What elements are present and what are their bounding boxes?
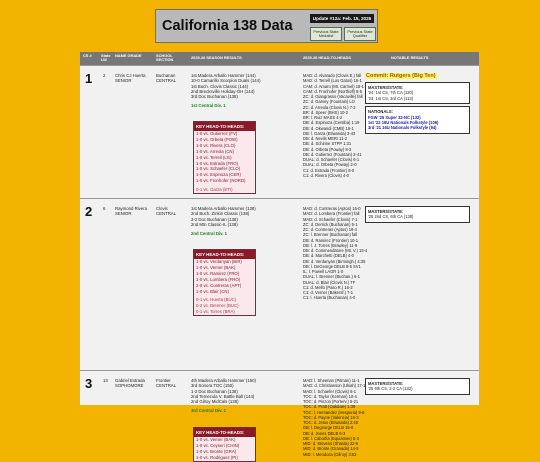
col-cs: CS #	[83, 53, 92, 58]
table-row	[80, 198, 479, 370]
division-result: 1st Central Div. 1	[191, 103, 226, 109]
season-results	[191, 73, 276, 109]
wrestler-info	[115, 73, 151, 84]
nationals-box	[365, 106, 470, 134]
h2h-item: 1-0 vs. Arreola (CN)	[196, 148, 234, 154]
key-head-to-heads-box	[193, 249, 256, 316]
box-line: '24: 1st CS, 7th CA (120)	[368, 90, 414, 96]
h2h-box-title: KEY HEAD-TO-HEADS:	[194, 428, 255, 437]
h2h-detail: DB: l. Garza (Etiwanda) 2-43	[303, 130, 356, 136]
h2h-item: 1-0 vs. Verner (BAK)	[196, 437, 236, 442]
wrestler-name: Chris CJ Huerta	[115, 73, 146, 78]
h2h-detail: DB: l. Degeorge DELB 15-0	[303, 425, 354, 431]
last-week-rank: 2	[103, 73, 106, 78]
section-name: CENTRAL	[156, 383, 177, 389]
box-line: '23: 1st CS, 3rd CA (113)	[368, 95, 414, 101]
notable-results	[365, 378, 479, 397]
update-badge: Update #12a: Feb. 15, 2026	[310, 14, 374, 23]
notable-results	[365, 73, 479, 136]
h2h-detail: ZC: d. Derrick (Buchanan) 5-1	[303, 221, 358, 227]
wrestler-grade: SOPHOMORE	[115, 383, 144, 389]
col-school-section: SCHOOL SECTION	[156, 53, 174, 63]
h2h-detail: C1: d. Mello (Paso R.) 16-2	[303, 284, 353, 290]
school-info	[156, 73, 196, 84]
h2h-detail: DB: d. Ramirez (Frontier) 10-1	[303, 237, 359, 243]
col-head-to-heads: 2025-26 HEAD-TO-HEADS	[303, 55, 351, 60]
last-week-rank: 6	[103, 206, 106, 211]
h2h-box-title: KEY HEAD-TO-HEADS:	[194, 122, 255, 131]
h2h-detail: DUAL: l. Brenner (Buchan.) 6-1	[303, 274, 360, 280]
key-head-to-heads-box	[193, 427, 256, 462]
h2h-detail: DB: d. Nevils MERI 11-2	[303, 136, 348, 141]
result-item: 2nd Gilroy MidCals (138)	[191, 399, 239, 405]
table-row	[80, 370, 479, 460]
h2h-detail: ZC: d. Giangrasso (Vacaville) fall	[303, 94, 363, 99]
result-item: 3rd Sonora TOC (150)	[191, 383, 234, 389]
h2h-item: 1-0 vs. Espinoza (CER)	[196, 172, 241, 178]
h2h-detail: DB: d. Jones DELB 6-3	[303, 430, 346, 436]
wrestler-info	[115, 206, 151, 217]
previous-state-medalist-button[interactable]: Previous State Medalist	[310, 27, 342, 41]
school-info	[156, 206, 196, 217]
h2h-detail: MAD: d. Terrell (Los Gatos) 16-1	[303, 78, 362, 84]
h2h-detail: DUAL: d. Orbeta (Poway) 2-0	[303, 162, 357, 168]
result-item: 2nd Brecksville Holiday-OH (144)	[191, 88, 255, 94]
seed-number: 3	[85, 376, 93, 391]
wrestler-name: Gabriel Estrada	[115, 378, 145, 383]
box-title: MASTERS/STATE:	[368, 85, 404, 90]
school-name: Clovis	[156, 206, 168, 211]
result-item: 2nd Buch. Zinkin Classic (138)	[191, 211, 250, 217]
h2h-loss-item: 0-1 vs. Garza (ETI)	[196, 187, 233, 193]
h2h-loss-item: 0-1 vs. Torres (BRA)	[196, 309, 235, 315]
school-name: Frontier	[156, 378, 171, 383]
last-week-rank: 13	[103, 378, 108, 383]
h2h-item: 1-0 vs. Lombera (FRO)	[196, 276, 241, 282]
key-head-to-heads-box	[193, 121, 256, 194]
school-name: Buchanan	[156, 73, 176, 78]
box-title: MASTERS/STATE:	[368, 381, 404, 386]
previous-state-qualifier-button[interactable]: Previous State Qualifier	[344, 27, 376, 41]
seed-number: 2	[85, 204, 93, 219]
h2h-detail: ZC: d. Contreras (Aptos) 19-4	[303, 227, 357, 232]
h2h-detail: C1: d. Rivera (Clovis) 4-0	[303, 172, 349, 178]
masters-state-box	[365, 378, 470, 395]
season-results	[191, 206, 276, 236]
notable-results	[365, 206, 479, 225]
h2h-detail: C1: d. Estrada (Frontier) 8-0	[303, 167, 355, 173]
box-title: MASTERS/STATE:	[368, 209, 404, 214]
result-item: 1-2 Doc Buchanan (138)	[191, 388, 238, 394]
h2h-detail: DB: d. Gutierrez (Fountain) 2-41	[303, 151, 362, 157]
h2h-detail: ZC: d. Arreola (Clovis N.) 7-2	[303, 104, 356, 110]
school-info	[156, 378, 196, 389]
h2h-detail: C1: d. Verner (Bakersf.) 7-1	[303, 290, 354, 295]
h2h-item: 1-0 vs. Rivera (CLO)	[196, 142, 236, 148]
h2h-detail: DB: l. Caborfia (Equiamee) 5-3	[303, 435, 359, 441]
col-notable-results: NOTABLE RESULTS	[391, 55, 429, 60]
result-item: 3rd Doc Buchanan (138)	[191, 94, 238, 100]
result-item: 1st Madera Arballo Hammer (144)	[191, 73, 256, 78]
table-row	[80, 65, 479, 198]
h2h-detail: MID: d. Bronte (Granada) 14-5	[303, 446, 359, 452]
h2h-detail: MAD: d. Lombera (Frontier) fall	[303, 211, 360, 217]
h2h-detail: TOC: d. Taylor (Kerman) 10-4	[303, 393, 357, 399]
result-item: 2nd Temecula V. Battle Ball (144)	[191, 393, 255, 399]
division-result: 2nd Central Div. 1	[191, 231, 227, 237]
result-item: 1st Buch. Clovis Classic (144)	[191, 83, 249, 89]
header-panel	[155, 9, 378, 43]
h2h-item: 1-0 vs. Rodriguez (PI)	[196, 454, 238, 460]
h2h-detail: MAD: d. Christianson (Ukiah) 17-1	[303, 383, 366, 389]
box-line: '25 2nd CS, 6th CA (138)	[368, 214, 414, 220]
h2h-box-title: KEY HEAD-TO-HEADS:	[194, 250, 255, 259]
h2h-loss-item: 0-1 vs. Huerta (BUC)	[196, 297, 237, 303]
section-name: CENTRAL	[156, 211, 177, 217]
wrestler-grade: SENIOR	[115, 78, 132, 84]
h2h-detail: DB: d. Orbeta (Poway) 8-3	[303, 146, 352, 152]
h2h-detail: TOC: d. Jetus (Etiwanda) 2:48	[303, 420, 358, 425]
h2h-detail: C1: l. Huerta (Buchanan) 4-0	[303, 295, 356, 301]
result-item: 3-2 Doc Buchanan (138)	[191, 216, 238, 222]
h2h-detail: DB: d. Verdanyan (Birmingh.) 4:35	[303, 258, 366, 264]
masters-state-box	[365, 82, 470, 104]
h2h-detail: MAD: l. Sheenan (Pitman) 11-1	[303, 378, 360, 383]
result-item: 2nd Mtn Classic-IL (138)	[191, 221, 238, 227]
page-title: California 138 Data	[162, 18, 293, 34]
h2h-detail: DB: d. Schirine STPP 1:31	[303, 141, 352, 147]
h2h-item: 1-0 vs. Ceyseri (CHIN)	[196, 442, 240, 448]
h2h-detail: MAD: d. Contreras (Aptos) 16-0	[303, 206, 361, 211]
h2h-item: 1-0 vs. Verdanyan (BIR)	[196, 259, 242, 264]
h2h-detail: TOC: d. Pinzon (Porterv.) 5-21	[303, 399, 359, 404]
box-line: 1st '22 16U Nationals Folkstyle (106)	[368, 120, 439, 126]
h2h-detail: ZC: l. Brenner (Buchanan) fall	[303, 232, 358, 238]
h2h-detail: CAM: d. Fronhofer (Northoff) 8-5	[303, 88, 363, 94]
h2h-detail: MID: l. Mendoza (Gilroy) 3:53	[303, 451, 357, 457]
rankings-table	[80, 52, 479, 460]
h2h-item: 1-0 vs. Bronte (GRA)	[196, 448, 237, 454]
h2h-item: 1-0 vs. Blair (CN)	[196, 288, 229, 294]
table-header	[80, 52, 479, 65]
h2h-item: 1-0 vs. Fronhofer (NORD)	[196, 178, 246, 184]
col-state-lw: State LW	[101, 53, 111, 63]
wrestler-grade: SENIOR	[115, 211, 132, 217]
h2h-item: 1-0 vs. Verner (BAK)	[196, 264, 236, 270]
h2h-item: 1-0 vs. Orbeta (POW)	[196, 136, 238, 142]
h2h-detail: DB: l. DeGeorge DELB 8-5 SV1	[303, 263, 361, 269]
result-item: 10-0 Camarillo Scorpion Duals (144)	[191, 78, 261, 84]
h2h-item: 1-0 vs. Schaefer (CLO)	[196, 166, 241, 172]
h2h-detail: DB: d. Marchetti (DELB) 4-0	[303, 253, 354, 259]
h2h-detail: BR: d. Speer (BHS) 10-2	[303, 109, 349, 115]
season-results	[191, 378, 276, 414]
h2h-detail: MAD: l. Schaefer (Clovis) 8-1	[303, 388, 357, 394]
h2h-detail: BR: l. Ruiz MASS 4-2	[303, 115, 343, 120]
result-item: 4th Madera Arballo Hammer (150)	[191, 378, 256, 383]
h2h-detail: DB: d. Espinoza (Centiba) 1:19	[303, 120, 360, 126]
h2h-item: 2-0 vs. Contreras (APT)	[196, 282, 242, 288]
box-line: 3rd '21 16U Nationals Folkstyle (94)	[368, 125, 437, 131]
h2h-detail: DUAL: d. Blair (Clovis N.) TF	[303, 279, 356, 285]
wrestler-info	[115, 378, 151, 389]
col-name-grade: NAME GRADE	[115, 53, 142, 58]
h2h-detail: MAD: d. Alvarado (Clovis E.) fall	[303, 73, 362, 78]
h2h-detail: IL: l. Powell LAGR 1-0	[303, 269, 344, 274]
h2h-detail: DUAL: d. Schaefer (Clovis) 6-1	[303, 157, 360, 162]
college-commit: Commit: Rutgers (Big Ten)	[366, 73, 436, 79]
h2h-loss-item: 0-2 vs. Brenner (BUC)	[196, 303, 239, 309]
h2h-item: 1-0 vs. Gutierrez (FV)	[196, 131, 238, 136]
box-title: NATIONALS:	[368, 109, 393, 115]
division-result: 3rd Central Div. 1	[191, 408, 227, 414]
h2h-detail: CAM: d. Amaro (Mt. Carmel) 18-1	[303, 83, 364, 89]
h2h-detail: MID: d. Stevens (Shasta) 22-6	[303, 441, 359, 446]
section-name: CENTRAL	[156, 78, 177, 84]
col-season-results: 2025-26 SEASON RESULTS	[191, 55, 242, 60]
box-line: '25 6th CS, 2-2 CA (132)	[368, 386, 413, 392]
h2h-detail: DB: d. Commendatore (Mt. V.) 15-4	[303, 248, 368, 253]
h2h-detail: TOC: d. Payne (Valencia) 15-3	[303, 414, 359, 420]
h2h-item: 1-0 vs. Terrell (LG)	[196, 154, 232, 160]
result-item: 1st Madera Arballo Hammer (138)	[191, 206, 256, 211]
box-line: FGW '25 Super 32-NC (132)	[368, 114, 421, 120]
wrestler-name: Raymond Rivera	[115, 206, 148, 211]
h2h-detail: DB: d. Okwandi (CMB) 16-1	[303, 125, 354, 131]
h2h-detail: DB: l. J. Torres (Brawley) 11-9	[303, 242, 358, 248]
h2h-detail: TOC: l. Hernandez (Hesperia) 9-8	[303, 409, 365, 415]
h2h-detail: TOC: d. Pratt (Oakdale) 1:39	[303, 404, 356, 410]
h2h-detail: MAD: d. Schaefer (Clovis) 7-1	[303, 216, 358, 222]
h2h-item: 1-0 vs. Ramirez (FRO)	[196, 270, 240, 276]
seed-number: 1	[85, 71, 93, 86]
h2h-item: 1-0 vs. Estrada (FRO)	[196, 160, 239, 166]
masters-state-box	[365, 206, 470, 223]
h2h-detail: ZC: d. Garvey (Fountain) LO	[303, 99, 355, 105]
